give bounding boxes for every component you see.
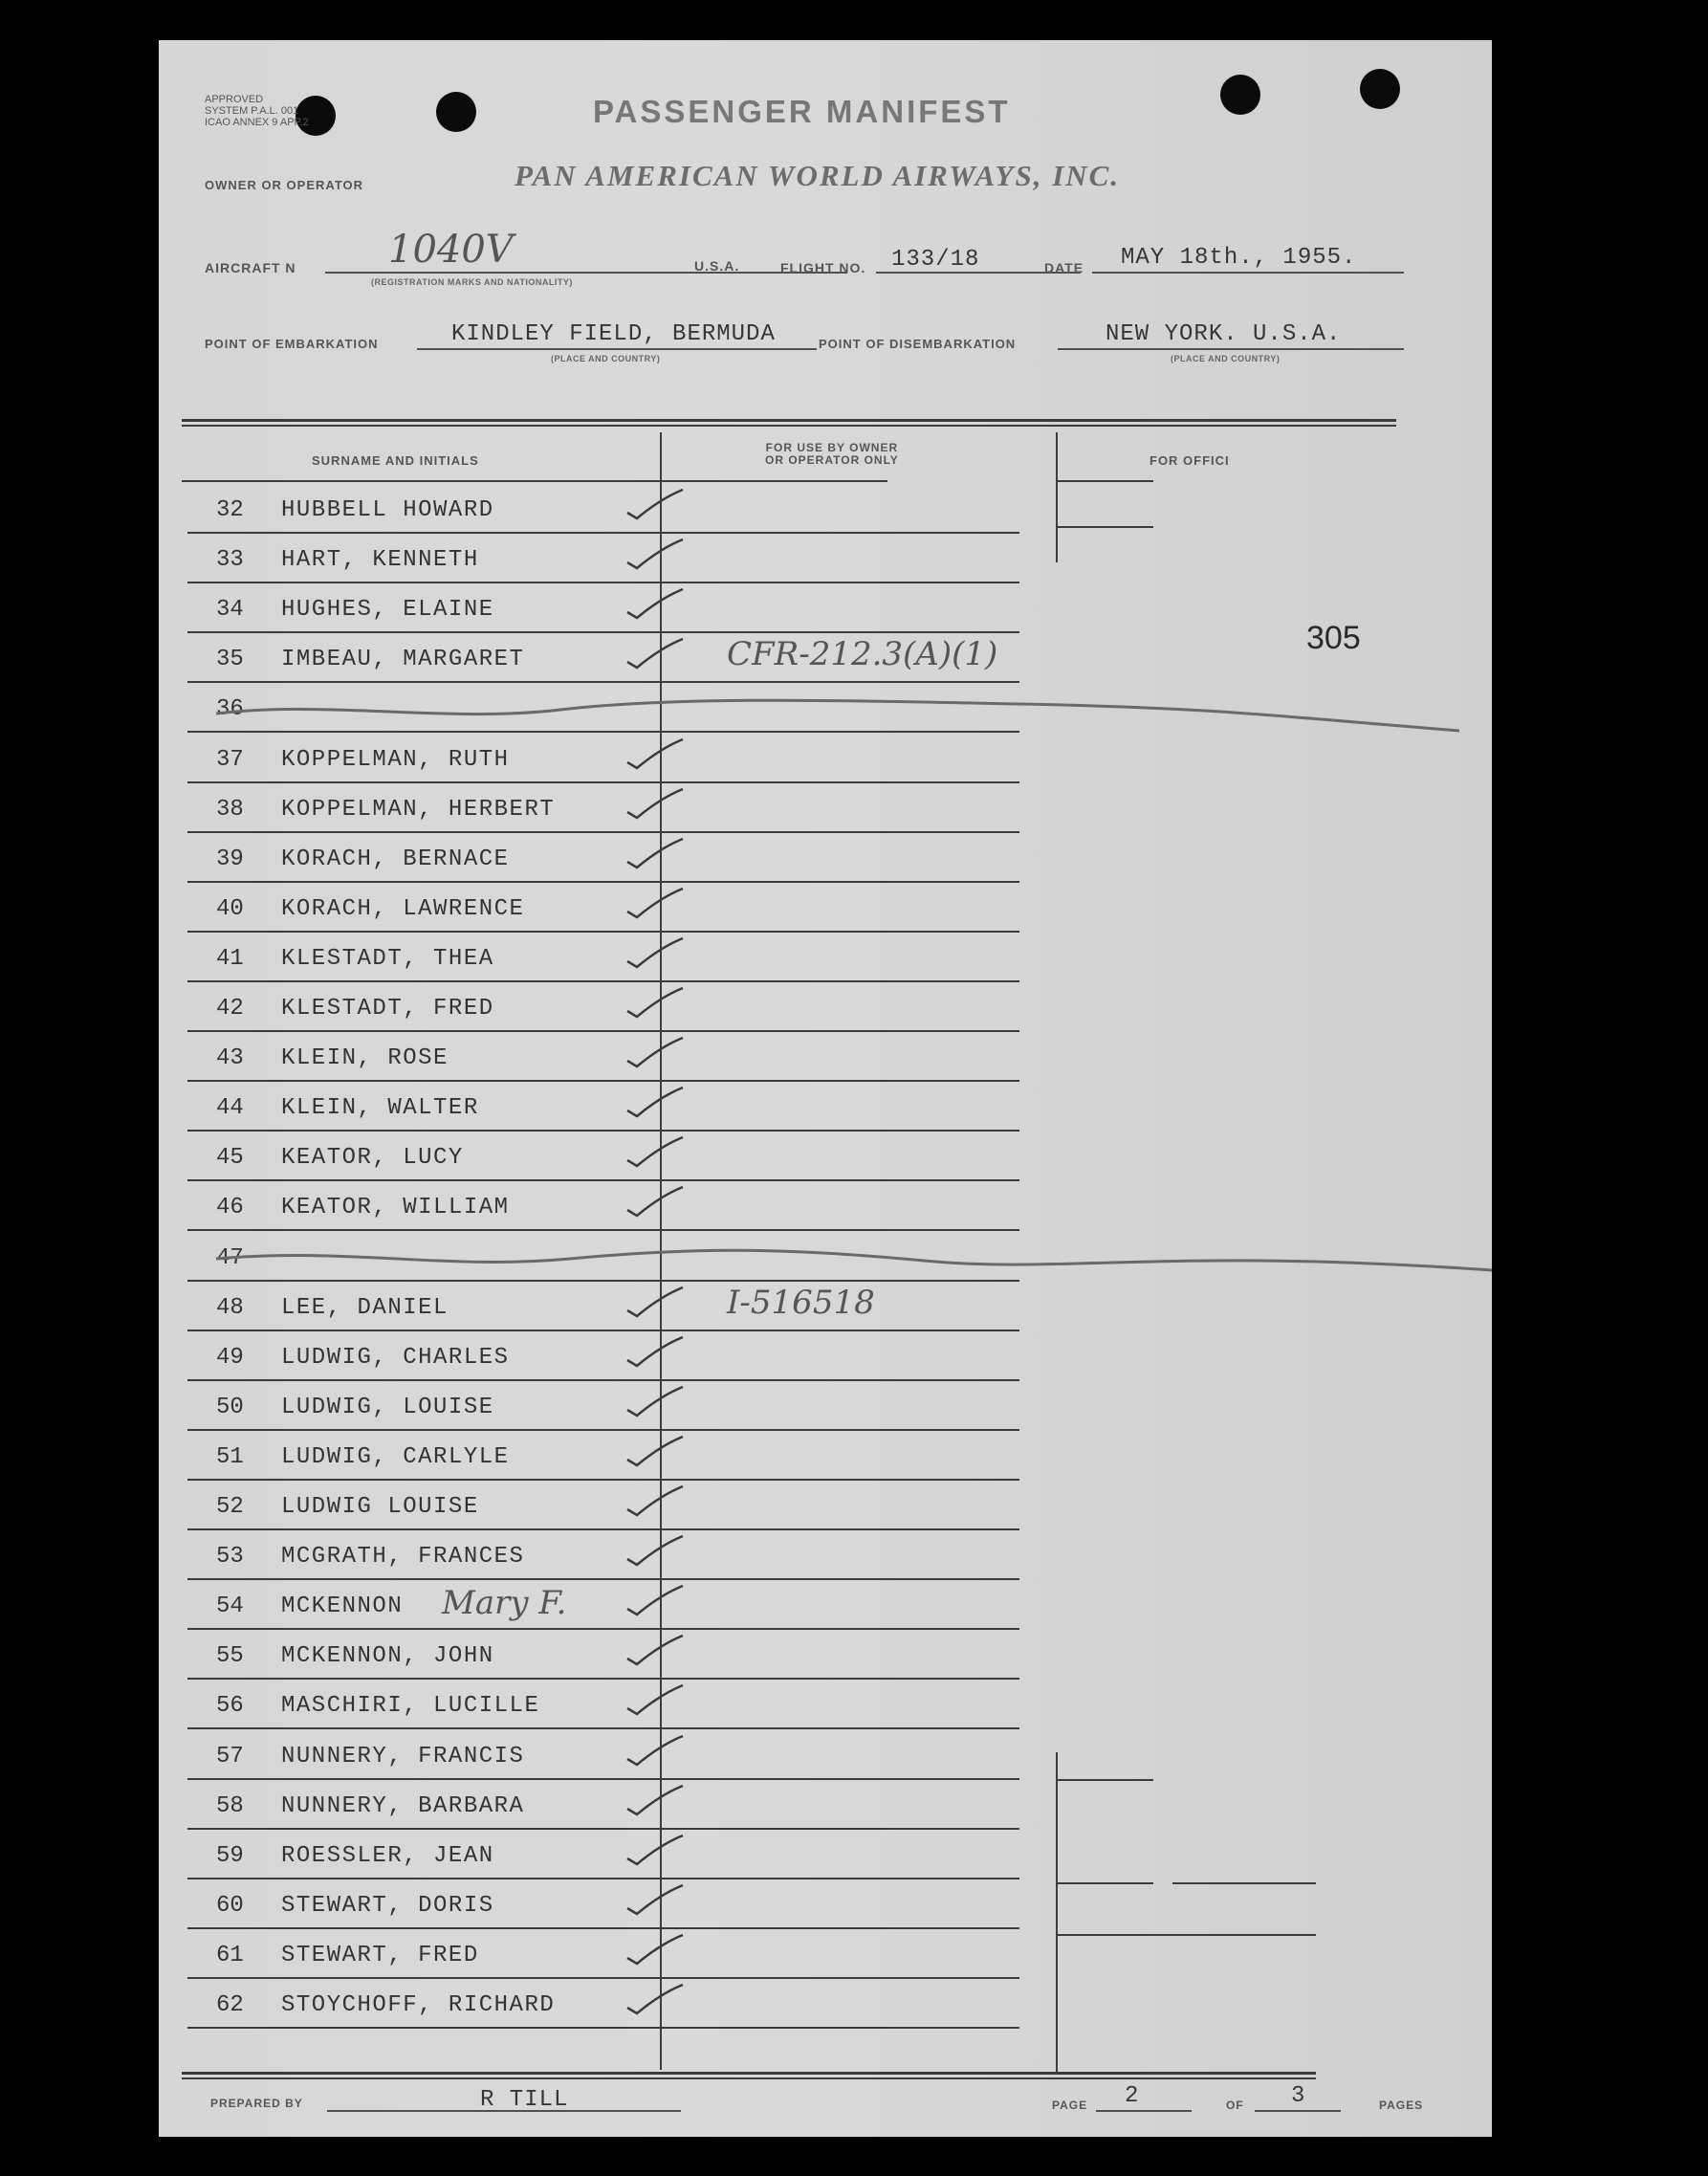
of-fill-line	[1255, 2110, 1341, 2112]
row-number: 47	[216, 1245, 244, 1271]
date-value: MAY 18th., 1955.	[1121, 245, 1357, 271]
passenger-name: KLEIN, ROSE	[281, 1045, 449, 1071]
passenger-name: KLESTADT, THEA	[281, 946, 494, 972]
page-title: PASSENGER MANIFEST	[593, 94, 1011, 129]
passenger-name: STEWART, FRED	[281, 1943, 479, 1968]
airline-name: PAN AMERICAN WORLD AIRWAYS, INC.	[515, 159, 1121, 192]
owner-label: OWNER OR OPERATOR	[205, 178, 364, 192]
aircraft-label: AIRCRAFT N	[205, 260, 296, 275]
passenger-name: MCKENNON, JOHN	[281, 1643, 494, 1669]
column-header-surname: SURNAME AND INITIALS	[312, 453, 479, 468]
passenger-name: KORACH, BERNACE	[281, 846, 510, 872]
of-value: 3	[1291, 2083, 1306, 2109]
passenger-name: NUNNERY, FRANCIS	[281, 1744, 525, 1769]
row-number: 33	[216, 547, 244, 573]
passenger-name: MCGRATH, FRANCES	[281, 1544, 525, 1570]
pages-label: PAGES	[1379, 2099, 1424, 2112]
passenger-name: STOYCHOFF, RICHARD	[281, 1992, 556, 2018]
prepared-label: PREPARED BY	[210, 2097, 303, 2110]
embarkation-label: POINT OF EMBARKATION	[205, 337, 379, 351]
row-number: 57	[216, 1744, 244, 1769]
page-fill-line	[1096, 2110, 1192, 2112]
embarkation-value: KINDLEY FIELD, BERMUDA	[451, 321, 776, 347]
date-label: DATE	[1044, 260, 1084, 275]
row-number: 36	[216, 696, 244, 722]
row-number: 52	[216, 1494, 244, 1520]
flight-value: 133/18	[891, 247, 980, 273]
row-number: 53	[216, 1544, 244, 1570]
row-number: 55	[216, 1643, 244, 1669]
row-number: 43	[216, 1045, 244, 1071]
row-number: 56	[216, 1693, 244, 1719]
row-number: 60	[216, 1893, 244, 1919]
row-number: 44	[216, 1095, 244, 1121]
passenger-name: LUDWIG LOUISE	[281, 1494, 479, 1520]
disembarkation-value: NEW YORK. U.S.A.	[1106, 321, 1342, 347]
passenger-name: HUBBELL HOWARD	[281, 497, 494, 523]
disembarkation-caption: (PLACE AND COUNTRY)	[1171, 354, 1281, 363]
passenger-name: HART, KENNETH	[281, 547, 479, 573]
approval-note: APPROVED SYSTEM P.A.L. 001 ICAO ANNEX 9 APP.2	[205, 94, 309, 128]
strike-lines	[159, 40, 1492, 2137]
prepared-value: R TILL	[480, 2087, 569, 2113]
row-number: 32	[216, 497, 244, 523]
passenger-name: KEATOR, LUCY	[281, 1145, 464, 1171]
passenger-name: LUDWIG, LOUISE	[281, 1395, 494, 1420]
row-number: 46	[216, 1195, 244, 1220]
passenger-name: HUGHES, ELAINE	[281, 597, 494, 623]
passenger-name: NUNNERY, BARBARA	[281, 1793, 525, 1819]
passenger-name: IMBEAU, MARGARET	[281, 647, 525, 672]
row-number: 39	[216, 846, 244, 872]
row-number: 42	[216, 996, 244, 1022]
column-header-official: FOR OFFICI	[1150, 453, 1230, 468]
passenger-name: MASCHIRI, LUCILLE	[281, 1693, 540, 1719]
row-number: 37	[216, 747, 244, 773]
passenger-name: KOPPELMAN, HERBERT	[281, 797, 556, 823]
handwritten-given-name: Mary F.	[442, 1584, 567, 1622]
handwritten-note: I-516518	[727, 1284, 875, 1322]
passenger-name: LUDWIG, CARLYLE	[281, 1444, 510, 1470]
passenger-name: KLEIN, WALTER	[281, 1095, 479, 1121]
passenger-name: LEE, DANIEL	[281, 1295, 449, 1321]
passenger-name: KLESTADT, FRED	[281, 996, 494, 1022]
passenger-name: KOPPELMAN, RUTH	[281, 747, 510, 773]
passenger-name: ROESSLER, JEAN	[281, 1843, 494, 1869]
row-number: 41	[216, 946, 244, 972]
row-number: 50	[216, 1395, 244, 1420]
row-number: 59	[216, 1843, 244, 1869]
row-number: 49	[216, 1345, 244, 1371]
row-number: 54	[216, 1594, 244, 1619]
usa-label: U.S.A.	[694, 258, 740, 274]
row-number: 38	[216, 797, 244, 823]
row-number: 45	[216, 1145, 244, 1171]
passenger-name: MCKENNON	[281, 1594, 404, 1619]
column-header-owner-use: FOR USE BY OWNER OR OPERATOR ONLY	[765, 441, 899, 467]
side-number: 305	[1306, 620, 1361, 656]
row-number: 62	[216, 1992, 244, 2018]
page-value: 2	[1125, 2083, 1140, 2109]
row-number: 51	[216, 1444, 244, 1470]
passenger-name: KORACH, LAWRENCE	[281, 896, 525, 922]
row-number: 58	[216, 1793, 244, 1819]
registration-caption: (REGISTRATION MARKS AND NATIONALITY)	[371, 277, 573, 287]
aircraft-value: 1040V	[388, 228, 514, 272]
disembarkation-label: POINT OF DISEMBARKATION	[819, 337, 1017, 351]
row-number: 48	[216, 1295, 244, 1321]
passenger-name: STEWART, DORIS	[281, 1893, 494, 1919]
row-number: 35	[216, 647, 244, 672]
of-label: OF	[1226, 2099, 1244, 2112]
row-number: 61	[216, 1943, 244, 1968]
embarkation-caption: (PLACE AND COUNTRY)	[551, 354, 661, 363]
page-label: PAGE	[1052, 2099, 1088, 2112]
flight-label: FLIGHT NO.	[780, 260, 866, 275]
passenger-name: LUDWIG, CHARLES	[281, 1345, 510, 1371]
handwritten-note: CFR-212.3(A)(1)	[727, 635, 998, 673]
row-number: 40	[216, 896, 244, 922]
passenger-name: KEATOR, WILLIAM	[281, 1195, 510, 1220]
row-number: 34	[216, 597, 244, 623]
manifest-sheet	[159, 40, 1492, 2137]
